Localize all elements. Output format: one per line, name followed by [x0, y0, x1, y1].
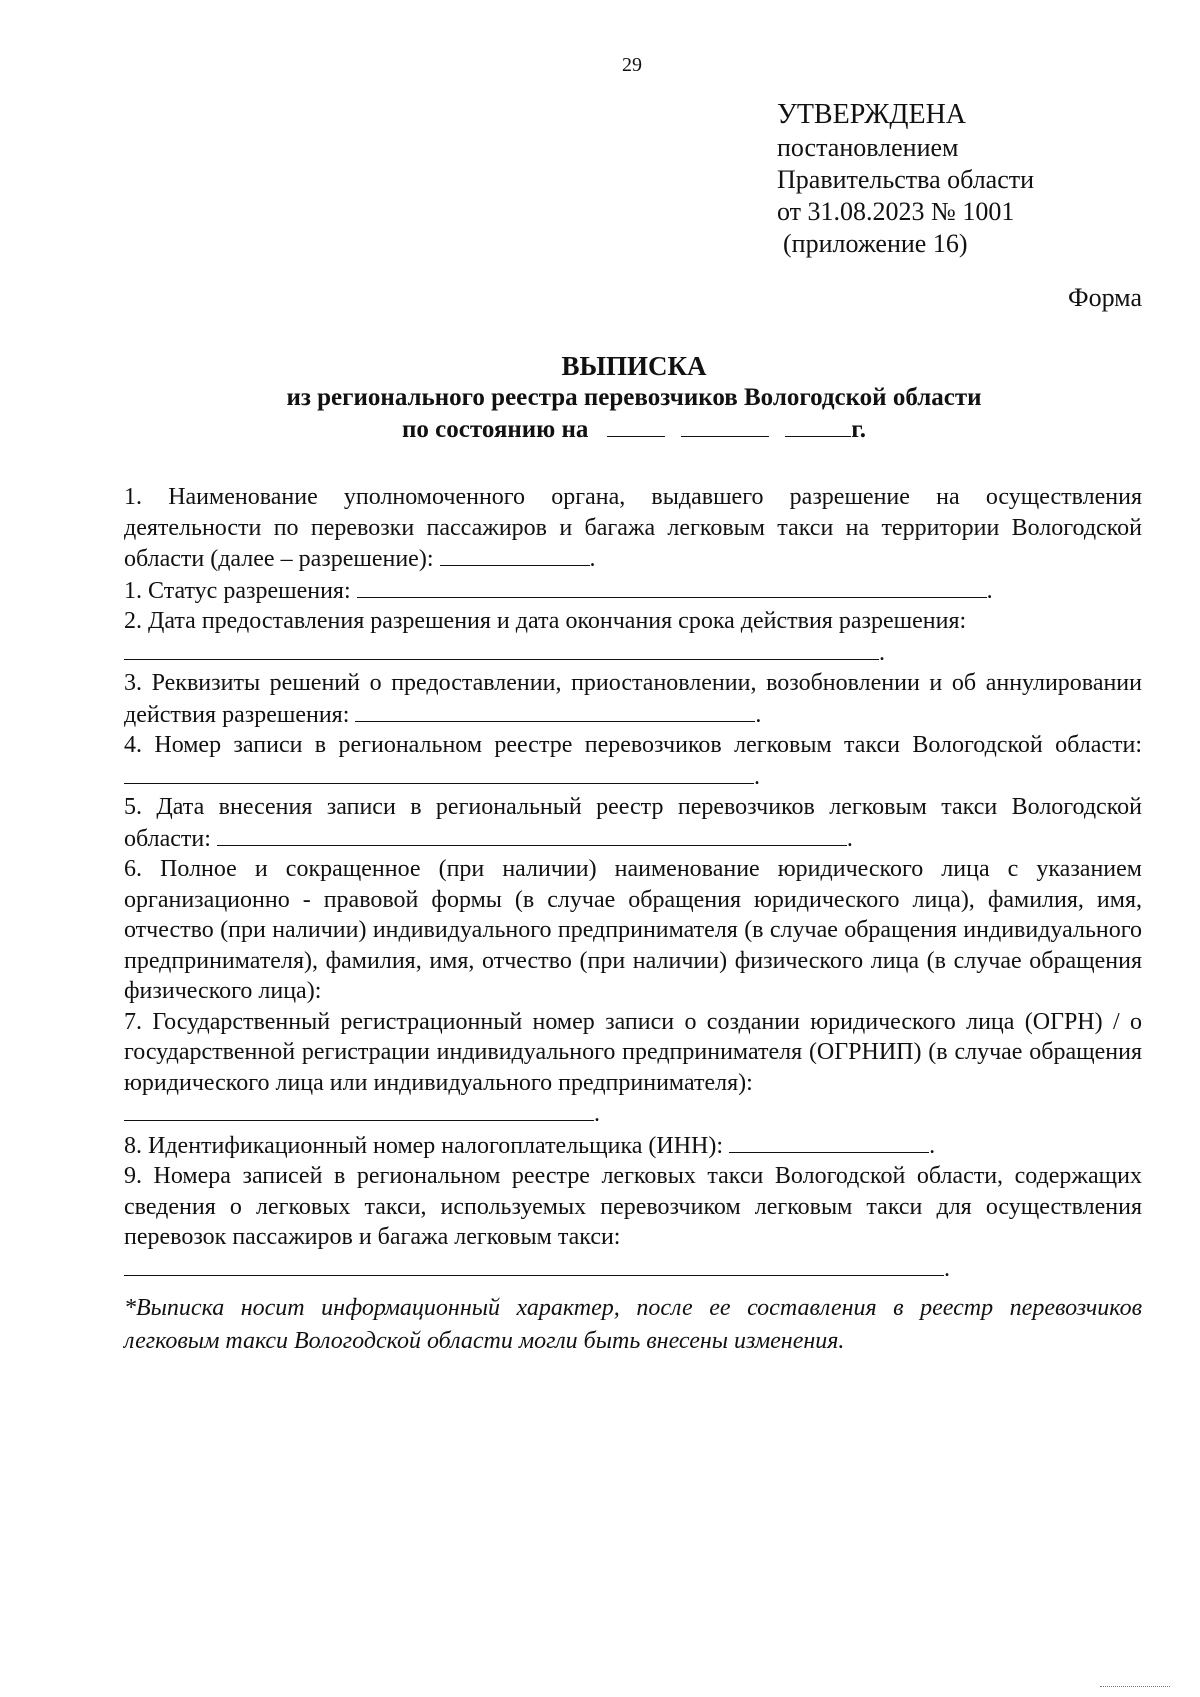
- item-2-blank: [124, 637, 879, 660]
- item-4: 4. Номер записи в региональном реестре перевозчиков легковым такси Вологодской области: .: [124, 732, 1142, 790]
- item-1-status-blank: [357, 575, 987, 598]
- item-1-text: 1. Наименование уполномоченного органа, выдавшего разрешение на осуществления деятельности по перевозки пассажиров и багажа легковым такси на территории Вологодской области (далее – разрешение):: [124, 484, 1142, 572]
- item-3-text: 3. Реквизиты решений о предоставлении, приостановлении, возобновлении и об аннулировании действия разрешения:: [124, 670, 1142, 728]
- heading-date-suffix: г.: [851, 416, 866, 443]
- item-7-line: .: [124, 1098, 1142, 1130]
- heading-date-line: [124, 414, 1144, 446]
- heading-date-prefix: по состоянию на: [402, 416, 589, 443]
- heading-subtitle: из регионального реестра перевозчиков Вологодской области: [286, 384, 982, 411]
- date-month-blank: [681, 414, 769, 437]
- approval-line-1: постановлением: [777, 133, 959, 162]
- item-8: 8. Идентификационный номер налогоплательщика (ИНН): .: [124, 1130, 1142, 1162]
- item-9: [124, 1161, 1142, 1253]
- item-4-text: 4. Номер записи в региональном реестре перевозчиков легковым такси Вологодской области:: [124, 732, 1142, 758]
- item-5: 5. Дата внесения записи в региональный реестр перевозчиков легковым такси Вологодской области: .: [124, 794, 1142, 852]
- item-1-blank: [440, 543, 590, 566]
- item-5-blank: [217, 823, 847, 846]
- date-day-blank: [607, 414, 665, 437]
- approval-title: УТВЕРЖДЕНА: [777, 99, 967, 130]
- item-5-text: 5. Дата внесения записи в региональный реестр перевозчиков легковым такси Вологодской области:: [124, 794, 1142, 852]
- document-heading: [124, 350, 1144, 446]
- scan-mark: [1100, 1686, 1170, 1693]
- item-2-line: .: [124, 637, 1142, 669]
- item-9-blank: [124, 1253, 944, 1276]
- item-3: 3. Реквизиты решений о предоставлении, приостановлении, возобновлении и об аннулировании действия разрешения: .: [124, 670, 1142, 728]
- item-1-status: 1. Статус разрешения: .: [124, 575, 1142, 607]
- item-9-line: .: [124, 1253, 1142, 1285]
- item-2-text: 2. Дата предоставления разрешения и дата окончания срока действия разрешения:: [124, 608, 967, 634]
- approval-line-4: (приложение 16): [783, 229, 968, 258]
- approval-block: [777, 98, 1034, 260]
- form-body: [124, 482, 1142, 1284]
- item-2: [124, 606, 1142, 637]
- approval-line-3: от 31.08.2023 № 1001: [777, 197, 1015, 226]
- form-label: Форма: [1068, 283, 1142, 312]
- item-1-status-text: 1. Статус разрешения:: [124, 577, 351, 604]
- item-8-text: 8. Идентификационный номер налогоплательщика (ИНН):: [124, 1132, 724, 1159]
- item-7-text: 7. Государственный регистрационный номер записи о создании юридического лица (ОГРН) / о государственной регистрации индивидуального предпринимателя (ОГРНИП) (в случае обращения юридического лица или индивидуального предпринимателя):: [124, 1008, 1142, 1096]
- approval-line-2: Правительства области: [777, 165, 1035, 194]
- footnote: *Выписка носит информационный характер, после ее составления в реестр перевозчиков легковым такси Вологодской области могли быть внесены изменения.: [124, 1295, 1142, 1354]
- item-9-text: 9. Номера записей в региональном реестре легковых такси Вологодской области, содержащих сведения о легковых такси, используемых перевозчиком легковым такси для осуществления перевозок пассажиров и багажа легковым такси:: [124, 1163, 1142, 1250]
- item-3-blank: [355, 699, 755, 722]
- item-6-text: 6. Полное и сокращенное (при наличии) наименование юридического лица с указанием организационно - правовой формы (в случае обращения юридического лица), фамилия, имя, отчество (при наличии) индивидуального предпринимателя (в случае обращения индивидуального предпринимателя), фамилия, имя, отчество (при наличии) физического лица (в случае обращения физического лица):: [124, 856, 1142, 1004]
- page-number: 29: [622, 54, 642, 76]
- heading-title: ВЫПИСКА: [561, 351, 707, 381]
- item-7-blank: [124, 1098, 594, 1121]
- item-1: 1. Наименование уполномоченного органа, выдавшего разрешение на осуществления деятельности по перевозки пассажиров и багажа легковым такси на территории Вологодской области (далее – разрешение): .: [124, 484, 1142, 572]
- item-6: [124, 854, 1142, 1007]
- item-8-blank: [729, 1130, 929, 1153]
- date-year-blank: [785, 414, 851, 437]
- item-7: [124, 1007, 1142, 1099]
- item-4-blank: [124, 761, 754, 784]
